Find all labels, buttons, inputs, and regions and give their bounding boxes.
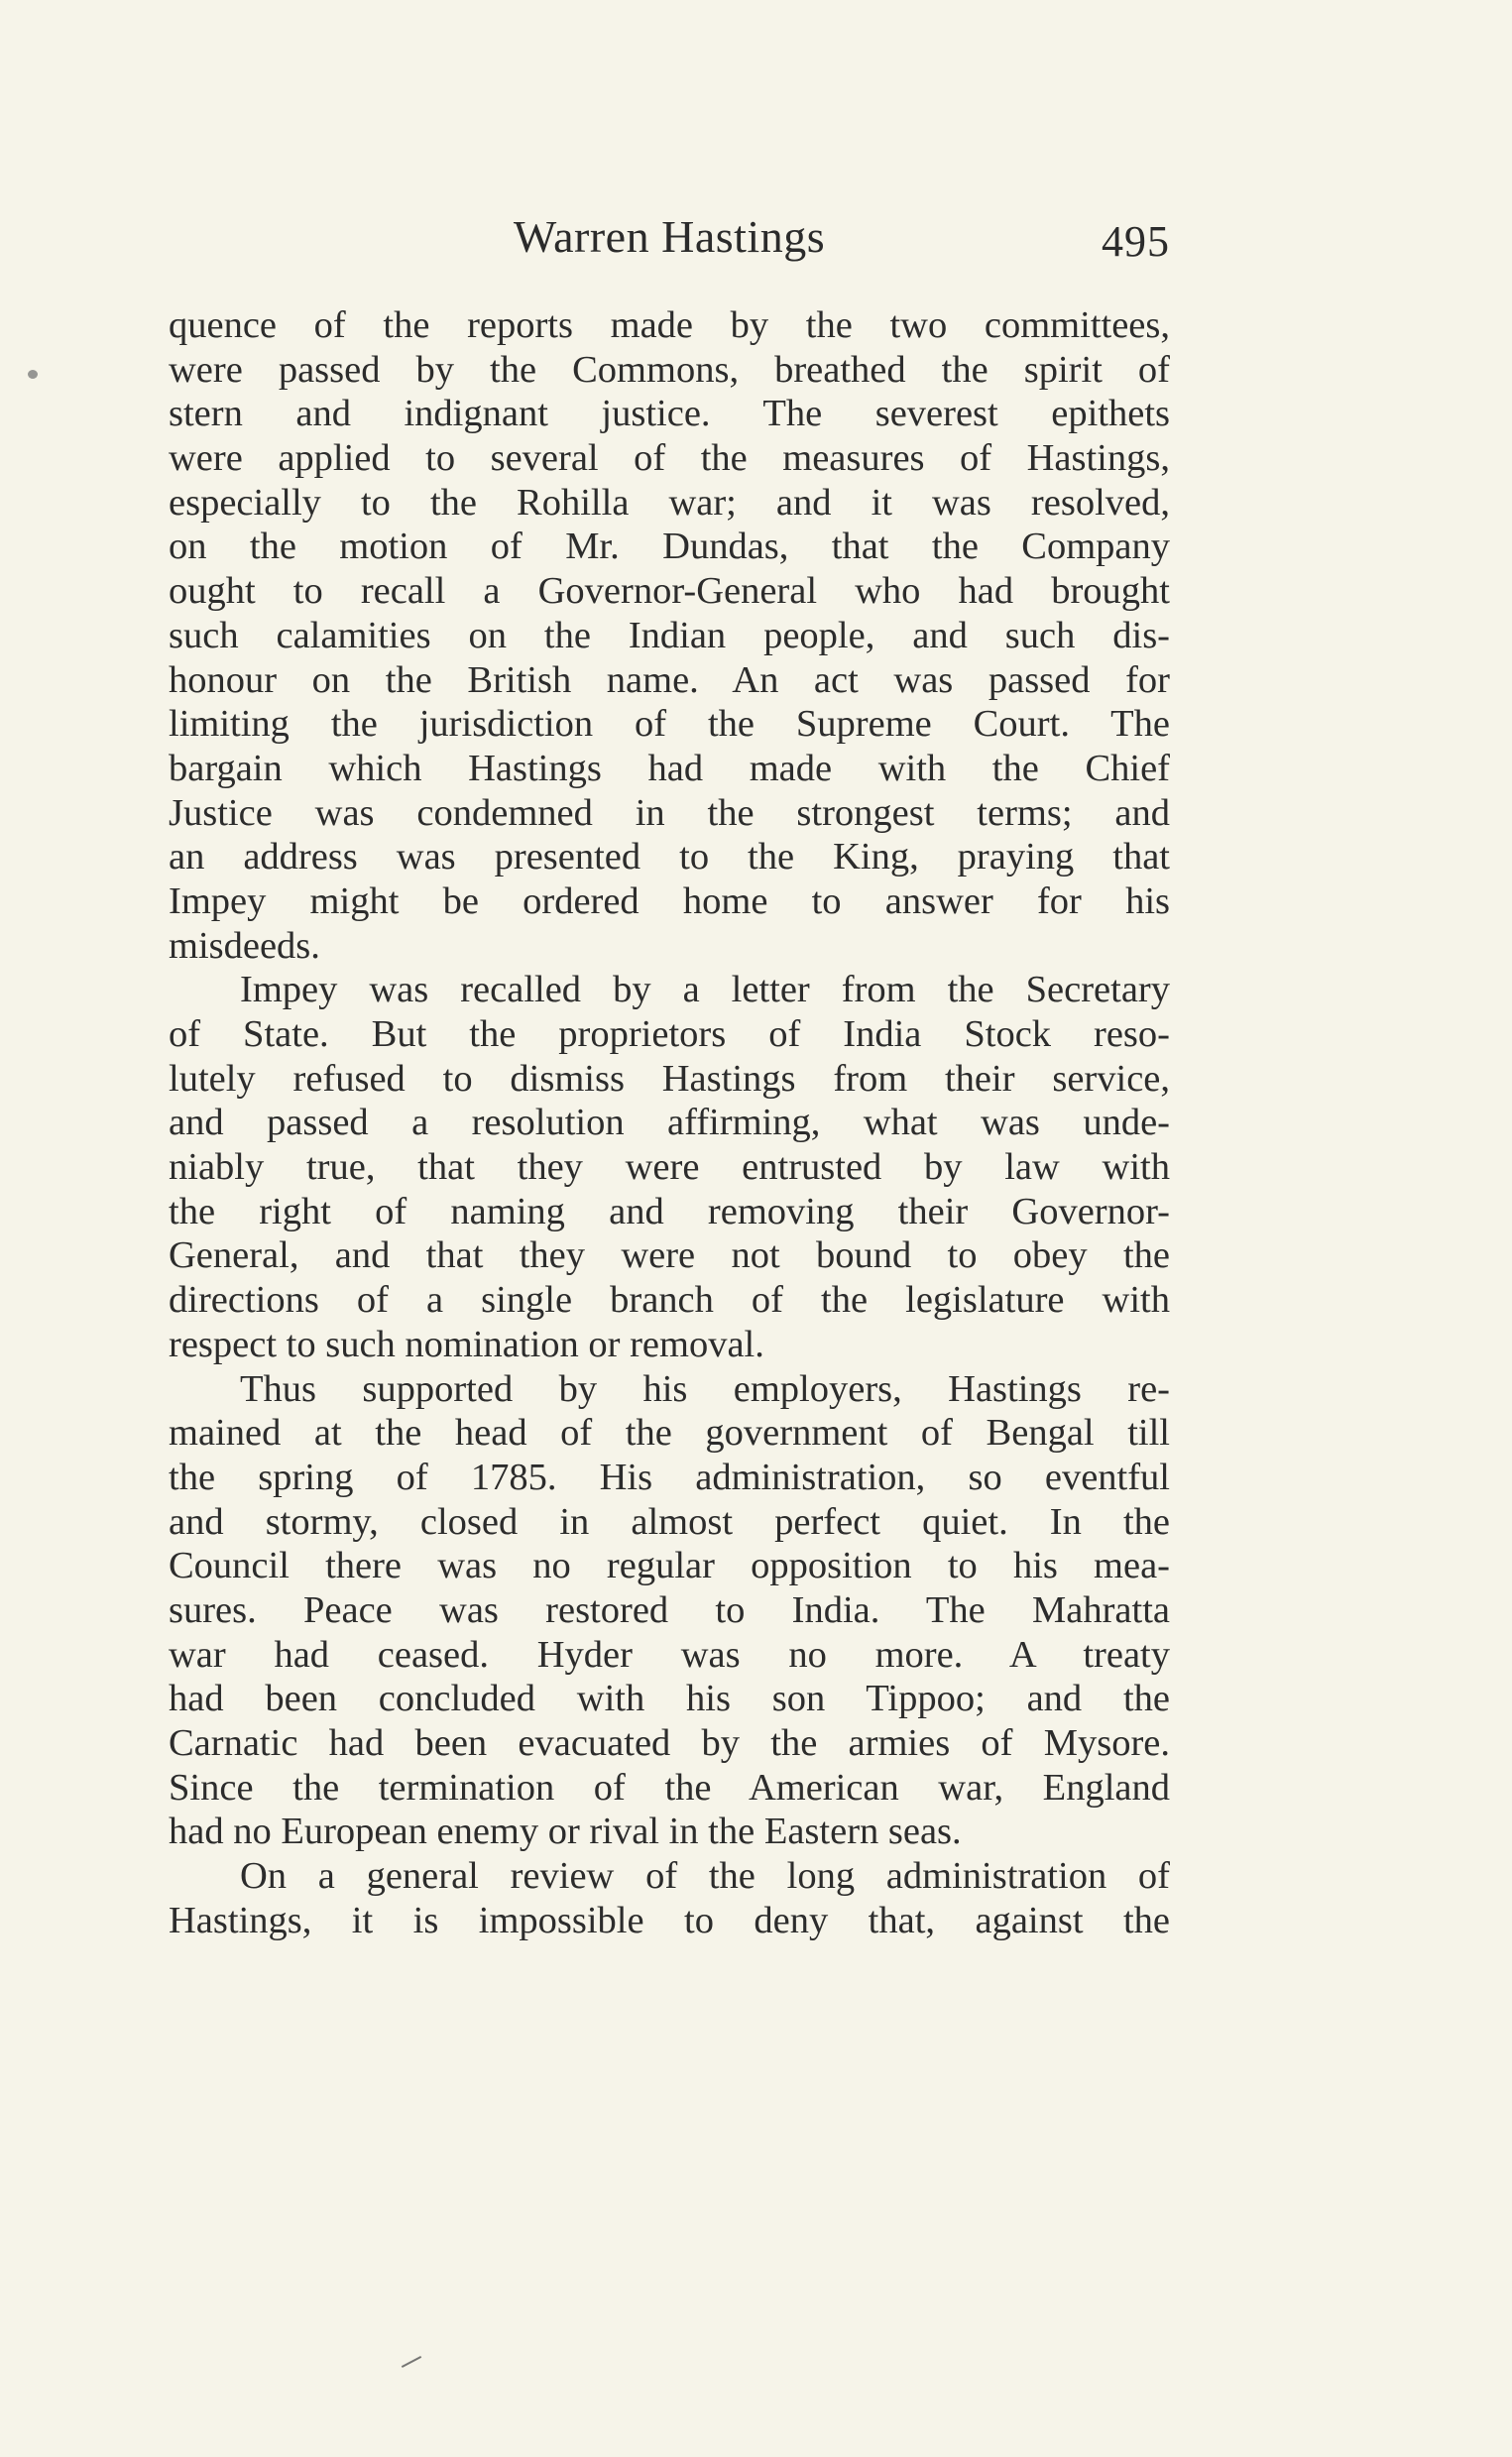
text-line: of State. But the proprietors of India Stock reso- bbox=[169, 1013, 1170, 1055]
text-line: Since the termination of the American war, England bbox=[169, 1766, 1170, 1809]
text-line: Council there was no regular opposition to his mea- bbox=[169, 1545, 1170, 1587]
text-line: Justice was condemned in the strongest terms; and bbox=[169, 791, 1170, 834]
text-line: Hastings, it is impossible to deny that, against the bbox=[169, 1899, 1170, 1941]
text-line: lutely refused to dismiss Hastings from their service, bbox=[169, 1057, 1170, 1100]
text-line: limiting the jurisdiction of the Supreme Court. The bbox=[169, 703, 1170, 746]
text-line: General, and that they were not bound to obey the bbox=[169, 1234, 1170, 1277]
text-line: misdeeds. bbox=[169, 924, 320, 967]
text-line: bargain which Hastings had made with the Chief bbox=[169, 747, 1170, 789]
ink-speck bbox=[28, 370, 38, 379]
text-line: sures. Peace was restored to India. The Mahratta bbox=[169, 1588, 1170, 1631]
text-line: had no European enemy or rival in the Eastern seas. bbox=[169, 1811, 962, 1853]
paragraph-4 bbox=[169, 1854, 1170, 1942]
text-line: especially to the Rohilla war; and it was resolved, bbox=[169, 481, 1170, 524]
text-line: stern and indignant justice. The severest epithets bbox=[169, 393, 1170, 435]
text-line: niably true, that they were entrusted by law with bbox=[169, 1146, 1170, 1189]
text-line: and passed a resolution affirming, what was unde- bbox=[169, 1102, 1170, 1144]
text-line: mained at the head of the government of Bengal till bbox=[169, 1412, 1170, 1455]
text-line: quence of the reports made by the two committees, bbox=[169, 304, 1170, 346]
text-line: the spring of 1785. His administration, so eventful bbox=[169, 1456, 1170, 1498]
text-line: and stormy, closed in almost perfect quiet. In the bbox=[169, 1500, 1170, 1543]
body-text bbox=[169, 303, 1170, 1942]
text-line: Impey was recalled by a letter from the Secretary bbox=[240, 969, 1170, 1011]
running-title: Warren Hastings bbox=[513, 211, 826, 262]
text-line: the right of naming and removing their Governor- bbox=[169, 1190, 1170, 1232]
paragraph-1 bbox=[169, 303, 1170, 968]
text-line: honour on the British name. An act was passed for bbox=[169, 658, 1170, 701]
text-line: on the motion of Mr. Dundas, that the Company bbox=[169, 526, 1170, 568]
paragraph-2 bbox=[169, 968, 1170, 1366]
paragraph-3 bbox=[169, 1367, 1170, 1855]
text-line: respect to such nomination or removal. bbox=[169, 1323, 764, 1365]
text-line: Thus supported by his employers, Hastings re- bbox=[240, 1367, 1170, 1410]
text-line: ought to recall a Governor-General who had brought bbox=[169, 570, 1170, 613]
text-line: directions of a single branch of the legislature with bbox=[169, 1279, 1170, 1322]
text-line: Impey might be ordered home to answer for his bbox=[169, 879, 1170, 922]
text-line: war had ceased. Hyder was no more. A treaty bbox=[169, 1633, 1170, 1676]
text-line: On a general review of the long administration of bbox=[240, 1855, 1170, 1898]
text-line: an address was presented to the King, praying that bbox=[169, 836, 1170, 878]
text-line: Carnatic had been evacuated by the armies of Mysore. bbox=[169, 1722, 1170, 1764]
running-head bbox=[169, 210, 1170, 270]
text-line: had been concluded with his son Tippoo; and the bbox=[169, 1678, 1170, 1720]
text-line: were applied to several of the measures of Hastings, bbox=[169, 437, 1170, 480]
page-number: 495 bbox=[1102, 217, 1170, 266]
text-line: such calamities on the Indian people, and such dis- bbox=[169, 614, 1170, 656]
pencil-mark bbox=[402, 2356, 421, 2368]
text-line: were passed by the Commons, breathed the spirit of bbox=[169, 348, 1170, 391]
